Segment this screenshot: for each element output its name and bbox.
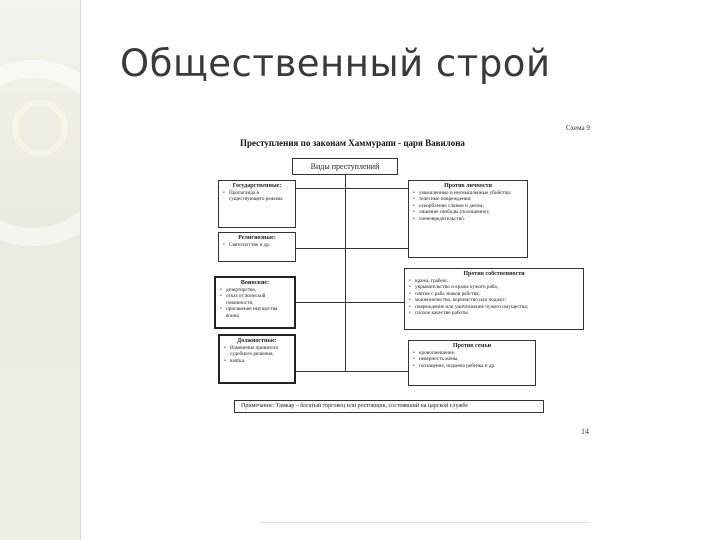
footnote: Примечание: Тамкар – богатый торговец или ростовщик, состоявший на царской службе (234, 400, 544, 413)
category-item: • отказ от воинской повинности, (219, 293, 291, 306)
category-item: • Святотатство и др. (222, 242, 292, 248)
connector-line (345, 188, 346, 371)
category-header: Должностные: (237, 338, 277, 344)
connector-line (345, 175, 346, 188)
category-item: • Изменение принятого судебного решения, (223, 345, 291, 358)
connector-line (296, 188, 408, 189)
diagram-title: Преступления по законам Хаммурапи - царя Вавилона (240, 138, 465, 148)
page-number: 14 (581, 427, 589, 436)
category-item: • лишение свободы (похищение); (412, 209, 524, 215)
category-item: • мошенничество, корчемство или поджог; (408, 297, 580, 303)
category-header: Государственные: (232, 183, 282, 189)
connector-line (296, 371, 408, 372)
scanned-diagram (88, 96, 708, 526)
scheme-label: Схема 9 (566, 124, 590, 132)
category-person (408, 180, 528, 258)
connector-line (296, 302, 404, 303)
category-military (214, 276, 296, 329)
connector-line (296, 248, 408, 249)
category-header: Против семьи (452, 343, 492, 349)
category-religious (218, 232, 296, 262)
category-item: • Пропаганда и существующего режима (222, 190, 292, 203)
category-item: • укрывательство и кража чужого раба; (408, 284, 580, 290)
category-item: • присвоение имущества воина (219, 306, 291, 319)
category-item: • взятка. (223, 358, 291, 364)
category-state (218, 180, 296, 228)
decorative-circle (12, 100, 68, 156)
category-family (408, 340, 536, 386)
category-item: • дезертирство, (219, 287, 291, 293)
category-property (404, 268, 584, 330)
category-item: • умышленные и неумышленные убийства; (412, 190, 524, 196)
category-item: • телесные повреждения; (412, 196, 524, 202)
category-header: Против личности (444, 183, 492, 189)
category-item: • снятие с раба знаков рабства; (408, 291, 580, 297)
category-item: • повреждение или уничтожение чужого имущества; (408, 304, 580, 310)
root-node: Виды преступлений (292, 158, 398, 175)
category-item: • кража, грабеж; (408, 278, 580, 284)
category-item: • кровосмешение, (412, 350, 532, 356)
category-item: • членовредительство. (412, 216, 524, 222)
category-official (218, 334, 296, 384)
category-item: • неверность жены, (412, 356, 532, 362)
category-item: • оскорбление словом и делом; (412, 203, 524, 209)
category-header: Религиозные: (238, 235, 276, 241)
slide-title: Общественный строй (120, 42, 551, 85)
divider (80, 0, 81, 540)
category-header: Против собственности (463, 271, 525, 277)
category-item: • похищение, подмена ребенка и др. (412, 363, 532, 369)
category-item: • плохое качество работы. (408, 310, 580, 316)
category-header: Воинские: (240, 280, 270, 286)
